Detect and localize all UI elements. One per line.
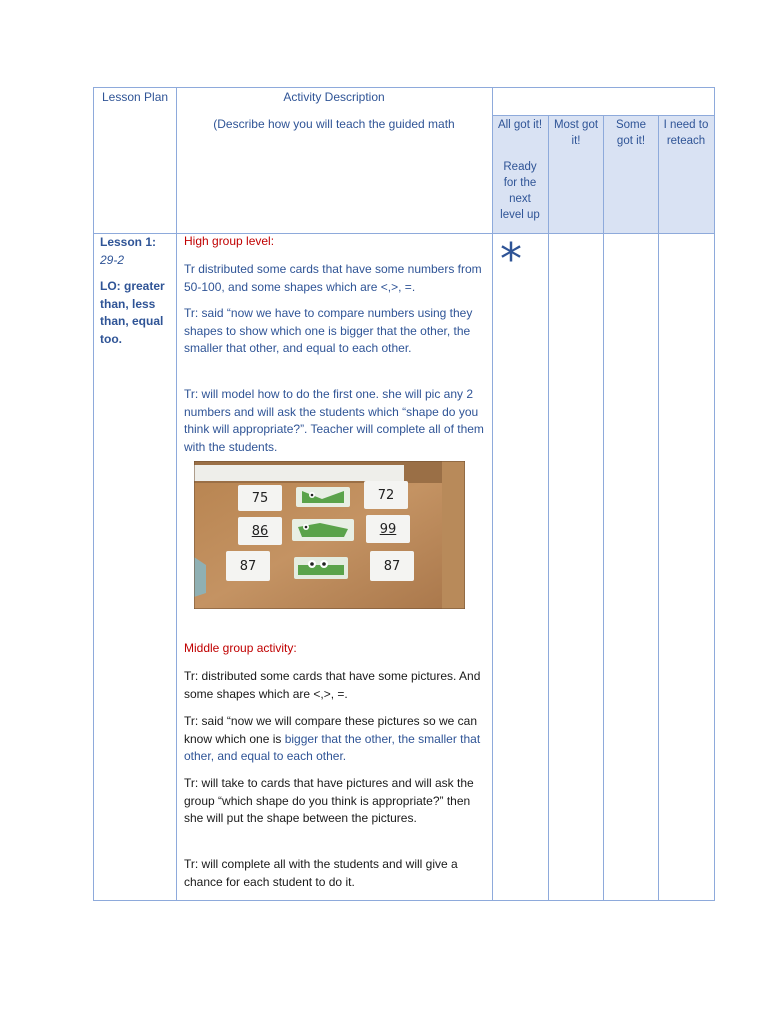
lesson-objective: LO: greater than, less than, equal too. xyxy=(100,279,165,346)
lesson-plan-header: Lesson Plan xyxy=(102,90,169,104)
number-card: 87 xyxy=(226,551,270,581)
col-all-ready: Ready for the next level up xyxy=(500,161,540,221)
col-reteach: I need to reteach xyxy=(663,119,709,147)
number-card: 72 xyxy=(364,481,408,509)
col-some-got-it: Some got it! xyxy=(615,119,647,147)
divider xyxy=(492,87,493,901)
assessment-asterisk: * xyxy=(500,234,522,285)
middle-group-p1: Tr: distributed some cards that have some pictures. And some shapes which are <,>, =. xyxy=(184,669,481,701)
divider xyxy=(492,115,714,116)
middle-group-p3: Tr: will take to cards that have pictures and will ask the group “which shape do you think is appropriate?” then she will put the shape between the pictures. xyxy=(184,776,474,825)
lesson-cell xyxy=(100,234,172,348)
number-card: 87 xyxy=(370,551,414,581)
number-card: 99 xyxy=(366,515,410,543)
middle-group-heading: Middle group activity: xyxy=(184,641,297,655)
number-cards-photo xyxy=(194,461,465,609)
lesson-date: 29-2 xyxy=(100,252,125,267)
activity-subtitle: (Describe how you will teach the guided math xyxy=(213,117,455,131)
number-card: 75 xyxy=(238,485,282,511)
high-group-heading: High group level: xyxy=(184,234,275,248)
crocodile-shapes xyxy=(194,461,465,609)
middle-group-p2-highlight: bigger that the other, the smaller that other, and equal to each other. xyxy=(184,731,481,763)
high-group-p3: Tr: will model how to do the first one. she will pic any 2 numbers and will ask the students which “shape do you think will appropriate?”. Teacher will complete all of them with the students. xyxy=(184,387,484,454)
col-all-got-it: All got it! xyxy=(497,119,543,131)
number-card: 86 xyxy=(238,517,282,545)
col-most-got-it: Most got it! xyxy=(553,119,599,147)
divider xyxy=(176,87,177,901)
middle-group-p4: Tr: will complete all with the students and will give a chance for each student to do it. xyxy=(184,857,458,889)
high-group-p1: Tr distributed some cards that have some numbers from 50-100, and some shapes which are <,>, =. xyxy=(184,262,482,294)
middle-group-p2 xyxy=(184,713,486,766)
high-group-p2: Tr: said “now we have to compare numbers using they shapes to show which one is bigger that the other, the smaller that other, and equal to each other. xyxy=(184,306,473,355)
lesson-label: Lesson 1: xyxy=(100,235,157,249)
middle-group-p2-start: Tr: said “now we will compare these pictures so we can know which one is xyxy=(184,714,478,746)
activity-title: Activity Description xyxy=(283,90,385,104)
